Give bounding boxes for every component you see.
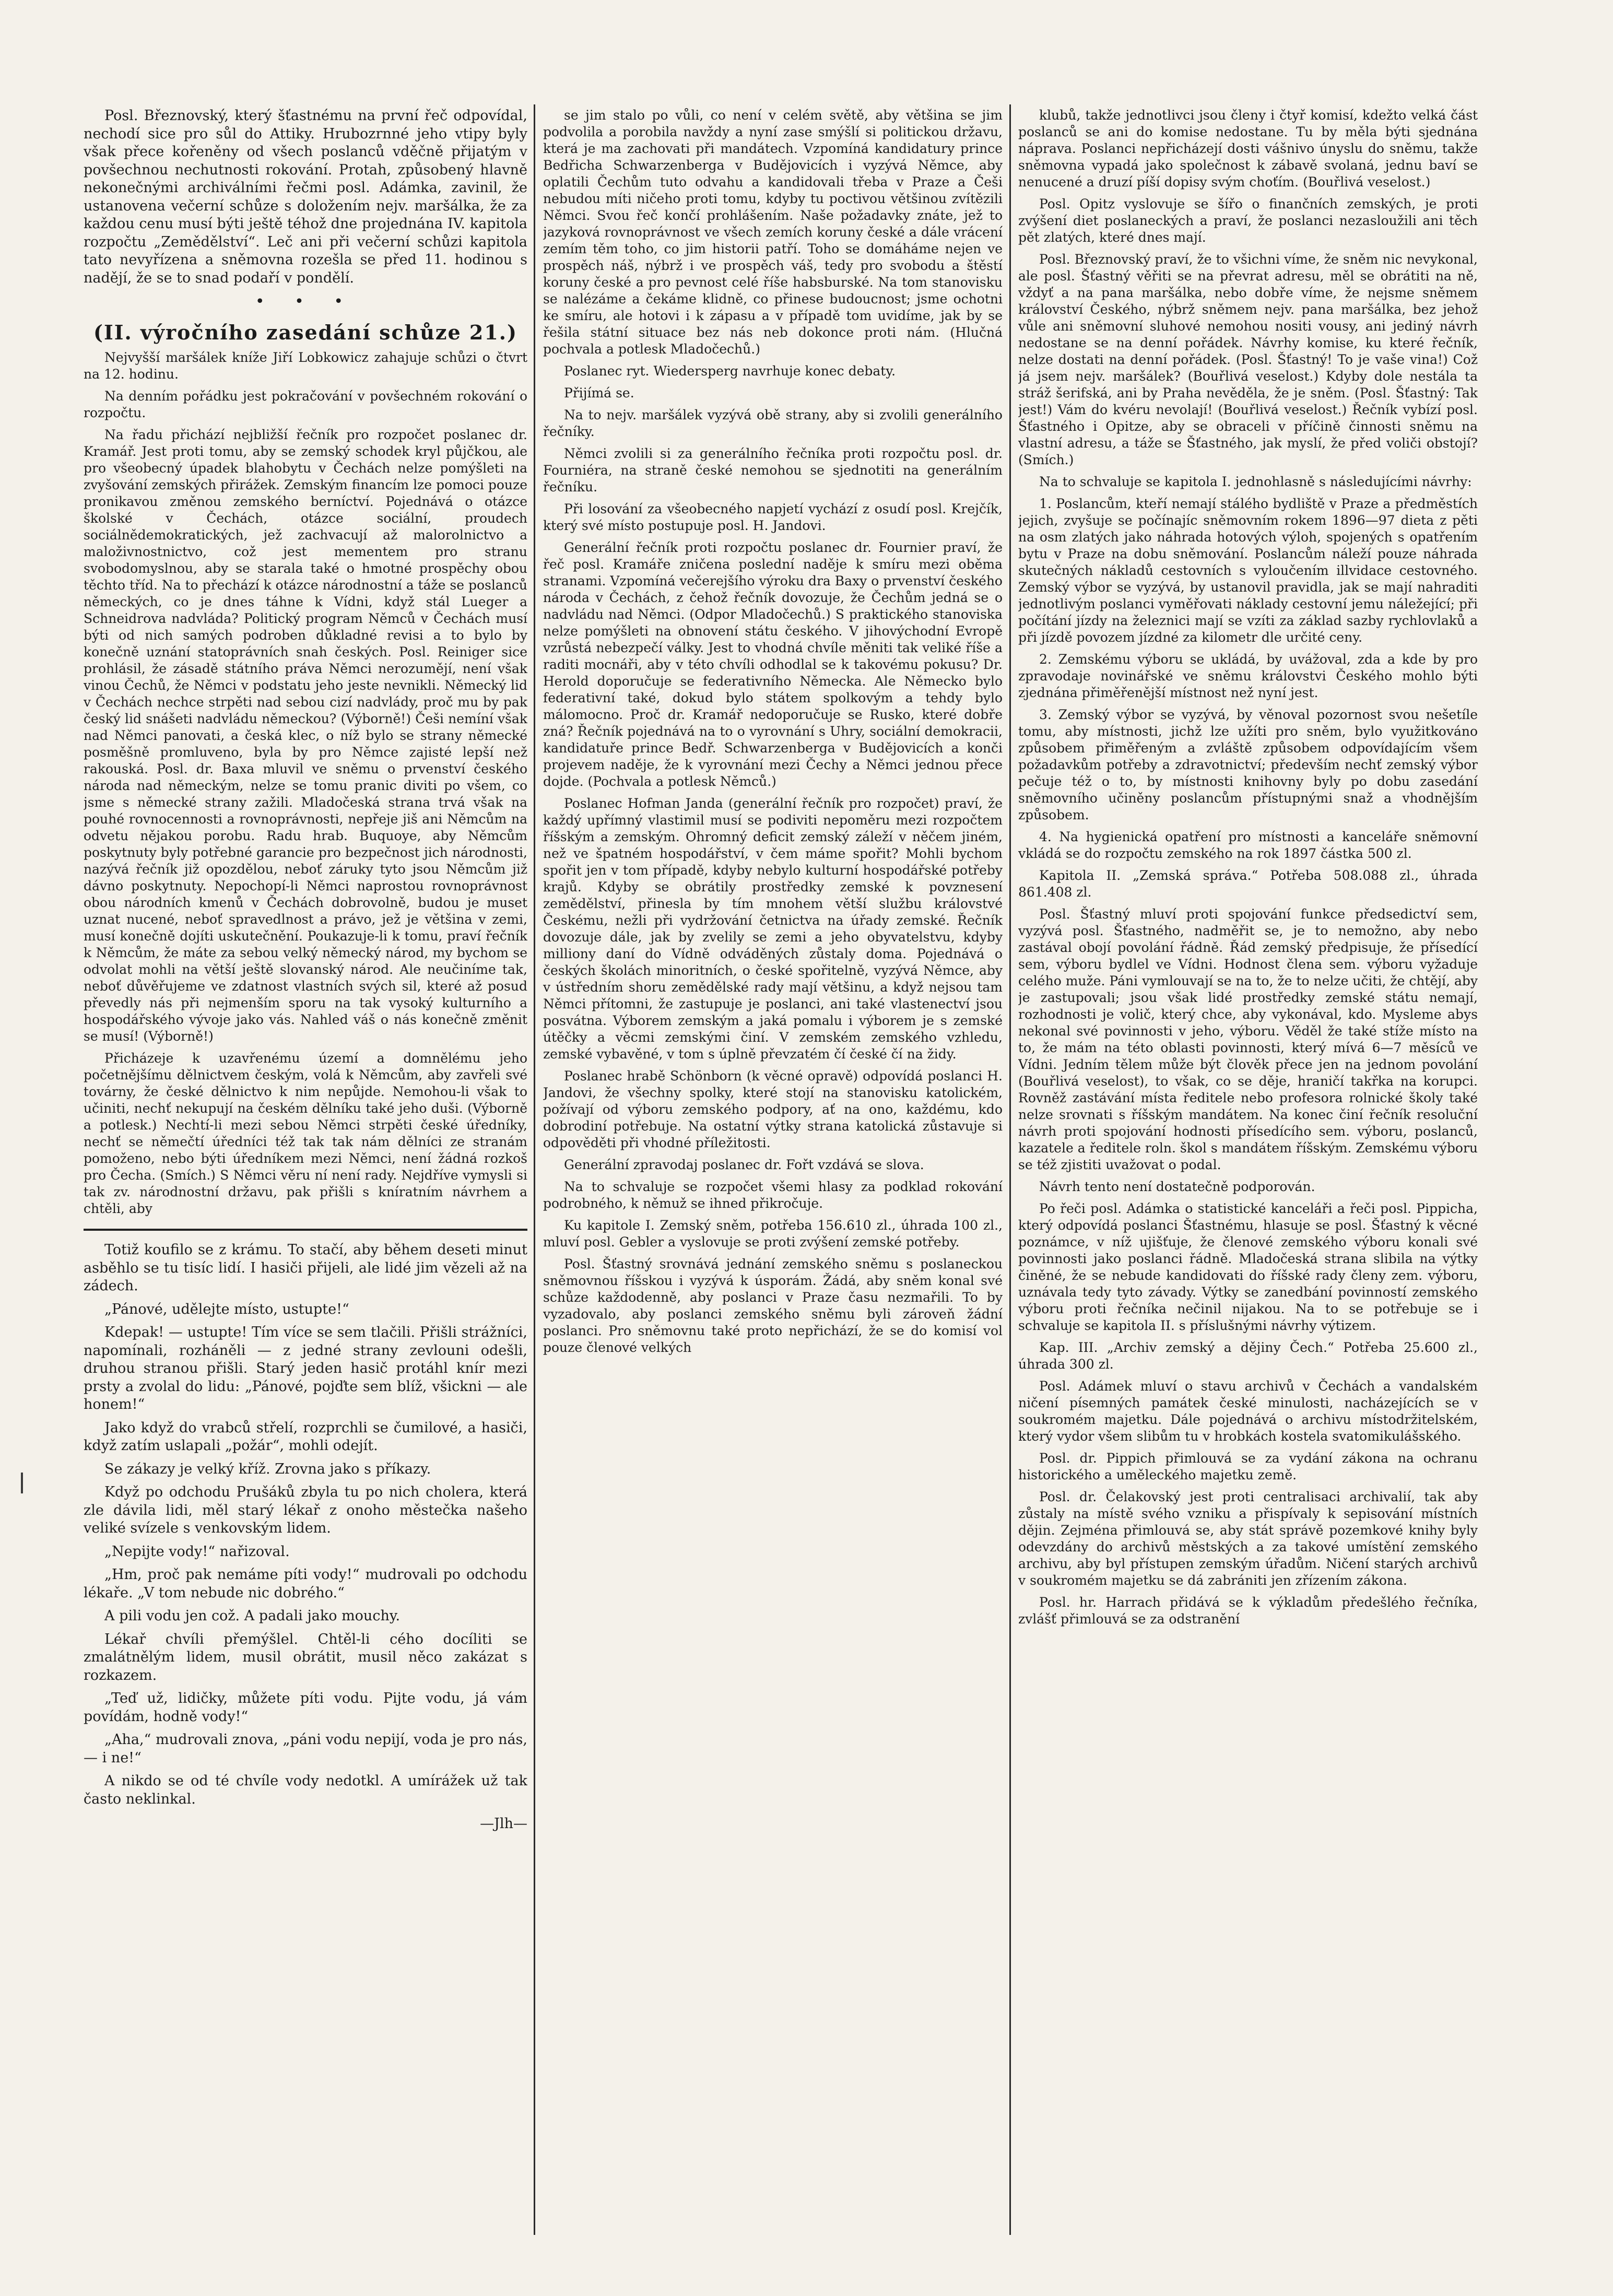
paragraph: Posl. Šťastný mluví proti spojování funkce předsedictví sem, vyzývá posl. Šťastného, nadměřit se, je to nemožno, aby nebo zastával obojí povolání řádně. Řád zemský předpisuje, že přísedící sem, výboru bydlel ve Vídni. Hodnost člena sem. výboru vyžaduje celého muže. Páni vymlouvají se na to, že to nelze učiti, že chtějí, aby je zastupovali; jsou však lidé prostředky zemské státu nemají, rozhodnosti je volič, který chce, aby vykonával, kdo. Mysleme abys nekonal své povinnosti v jeho, výboru. Věděl že také stíže místo na to, že mám na této oblasti povinnosti, který mívá 6—7 měsíců ve Vídni. Jedním tělem může být člověk přece jen na jednom povolání (Bouřlivá veselost), to však, co se děje, hraničí takřka na korupci. Rovněž zastávání místa ředitele nebo profesora rolnické školy také nelze srovnati s říšským mandátem. Na konec činí řečník resoluční návrh proti spojování hodnosti přísedícího sem. výboru, poslanců, kazatele a ředitele roln. škol s mandátem říšským. Zemskému výboru se též zjistiti uvažovat o podal.	[1018, 906, 1478, 1172]
paragraph: Generální řečník proti rozpočtu poslanec dr. Fournier praví, že řeč posl. Kramáře zničena poslední naděje k smíru mezi oběma stranami. Vzpomíná večerejšího výroku dra Baxy o prvenství českého národa v Čechách, z čehož řečník dovozuje, že Čechům jedná se o nadvládu nad Němci. (Odpor Mladočechů.) S praktického stanoviska nelze pomýšleti na obnovení státu českého. V jihovýchodní Evropě vzrůstá nebezpečí války. Jest to vhodná chvíle měniti tak veliké říše a raditi mocnáři, aby v této chvíli odhodlal se k takovému pokusu? Dr. Herold doporučuje se federativního Německa. Ale Německo bylo federativní také, dokud bylo státem spolkovým a tehdy bylo málomocno. Proč dr. Kramář nedoporučuje se Rusko, které dobře zná? Řečník pojednává na to o vyrovnání s Uhry, sociální demokracii, kandidatuře prince Bedř. Schwarzenberga v Budějovicích a konči projevem naděje, že k vyrovnání mezi Čechy a Němci jednou přece dojde. (Pochvala a potlesk Němců.)	[543, 540, 1003, 789]
section-heading: (II. výročního zasedání schůze 21.)	[93, 321, 518, 344]
story-paragraph: „Hm, proč pak nemáme píti vody!“ mudrovali po odchodu lékaře. „V tom nebude nic dobrého.“	[84, 1567, 527, 1601]
left-column	[84, 107, 527, 2227]
paragraph: Němci zvolili si za generálního řečníka proti rozpočtu posl. dr. Fourniéra, na straně české nemohou se sjednotiti na generálním řečníku.	[543, 446, 1003, 494]
paragraph: Nejvyšší maršálek kníže Jiří Lobkowicz zahajuje schůzi o čtvrt na 12. hodinu.	[84, 350, 527, 382]
paragraph: 3. Zemský výbor se vyzývá, by věnoval pozornost svou nešetíle tomu, aby místnosti, jichž lze užíti pro sněm, bylo využitkováno způsobem přiměřeným a zvláště způsobem odpovídajícím všem požadavkům potřeby a zdravotnictví; především nechť zemský výbor pečuje též o to, by místnosti knihovny byly po dobu zasedání sněmovního učiněny poslancům přístupnými snaž a vhodnějším způsobem.	[1018, 707, 1478, 822]
paragraph: Na to schvaluje se rozpočet všemi hlasy za podklad rokování podrobného, k němuž se ihned přikročuje.	[543, 1179, 1003, 1211]
paragraph: Na denním pořádku jest pokračování v povšechném rokování o rozpočtu.	[84, 388, 527, 420]
paragraph: Po řeči posl. Adámka o statistické kanceláři a řeči posl. Pippicha, který odpovídá poslanci Šťastnému, hlasuje se posl. Šťastný k věcné poznámce, v níž ujišťuje, že členové zemského výboru konali své povinnosti jako poslanci řádně. Mladočeská strana slibila na výtky činěné, že se nebude kandidovati do říšské rady členy zem. výboru, uznávala tedy tyto závady. Výtky se zanedbání povinností zemského výboru proti řečníka nečinil nijakou. Na to se potřebuje se i schvaluje se kapitola II. s příslušnými návrhy výtizem.	[1018, 1201, 1478, 1333]
story-paragraph: „Teď už, lidičky, můžete píti vodu. Pijte vodu, já vám povídám, hodně vody!“	[84, 1690, 527, 1725]
paragraph: Poslanec hrabě Schönborn (k věcné opravě) odpovídá poslanci H. Jandovi, že všechny spolky, které stojí na stanovisku katolickém, požívají od výboru zemského podpory, ať na ono, každému, kdo dobrodiní potřebuje. Na ostatní výtky strana katolická zůstavuje si odpověděti při vhodné příležitosti.	[543, 1068, 1003, 1150]
column-rule	[1009, 104, 1011, 2235]
paragraph: Na řadu přichází nejbližší řečník pro rozpočet poslanec dr. Kramář. Jest proti tomu, aby se zemský schodek kryl půjčkou, ale pro všeobecný úpadek blahobytu v Čechách nelze pomýšleti na zvyšování zemských přirážek. Zemským financím lze pomoci pouze pronikavou změnou zemského berníctví. Pojednává o otázce školské v Čechách, otázce sociální, proudech sociálnědemokratických, jež zachvacují až malorolnictvo a maloživnostnictvo, což jest mementem pro stranu svobodomyslnou, aby se starala také o hmotné prospěchy obou těchto tříd. Na to přechází k otázce národnostní a táže se poslanců německých, co je dnes táhne k Vídni, když stál Lueger a Schneidrova nadvláda? Politický program Němců v Čechách musí býti od nich samých podroben důkladné revisi a to bylo by konečně uznání statoprávních snah českých. Posl. Reiniger sice prohlásil, že zásadě státního práva Němci nerozumějí, není však vinou Čechů, že Němci v podstatu jeho jeste nevnikli. Německý lid v Čechách nechce strpěti nad sebou cizí nadvlády, proč mu by pak český lid snášeti nadvládu německou? (Výborně!) Češi nemíní však nad Němci panovati, a česká klec, o níž bylo se strany německé posměšně promluveno, byla by pro Němce zajisté lepší než rakouská. Posl. dr. Baxa mluvil ve sněmu o prvenství českého národa nad německým, nelze se tomu pranic diviti po všem, co jsme s německé strany zažili. Mladočeská strana trvá však na pouhé rovnocennosti a rovnoprávnosti, nepřeje jiš ani Němcům na odvetu nějakou porobu. Radu hrab. Buquoye, aby Němcům poskytnuty byly potřebné garancie pro bezpečnost jich národnosti, nazývá řečník již opozdělou, neboť záruky tyto jsou Němcům již dávno poskytnuty. Nepochopí-li Němci naprostou rovnoprávnost obou národních kmenů v Čechách dobrovolně, budou je muset uznat nucené, neboť spravedlnost a právo, jež je většina v zemi, musí konečně dojíti uskutečnění. Poukazuje-li k tomu, praví řečník k Němcům, že máte za sebou velký německý národ, my bychom se odvolat mohli na větší ještě slovanský národ. Ale neučiníme tak, neboť důvěřujeme ve zdatnost vlastních svých sil, které až posud převedly nás při nejmenším sporu na tak vysoký kulturního a hospodářského vývoje jako vás. Nahled váš o nás konečně změnit se musí! (Výborně!)	[84, 427, 527, 1044]
paragraph: Posl. Šťastný srovnává jednání zemského sněmu s poslaneckou sněmovnou říšskou i vyzývá k úsporám. Žádá, aby sněm konal své schůze každodenně, aby poslanci v Praze času nezmařili. To by vyzadovalo, aby poslanci zemského sněmu byli zároveň žádní poslanci. Pro sněmovnu také proto nepřichází, že se do komisí vol pouze členové velkých	[543, 1256, 1003, 1355]
section-separator: • • •	[255, 292, 356, 311]
paragraph: Kap. III. „Archiv zemský a dějiny Čech.“ Potřeba 25.600 zl., úhrada 300 zl.	[1018, 1340, 1478, 1372]
paragraph: Na to schvaluje se kapitola I. jednohlasně s následujícími návrhy:	[1039, 474, 1472, 489]
paragraph: Posl. dr. Pippich přimlouvá se za vydání zákona na ochranu historického a uměleckého majetku země.	[1018, 1451, 1478, 1482]
page-mark	[21, 1473, 23, 1493]
paragraph: 4. Na hygienická opatření pro místnosti a kanceláře sněmovní vkládá se do rozpočtu zemského na rok 1897 částka 500 zl.	[1018, 829, 1478, 861]
paragraph: 2. Zemskému výboru se ukládá, by uvážoval, zda a kde by pro zpravodaje novinářské ve sněmu královstvi Českého mohlo býti zjednána přiměřenější místnost než nyní jest.	[1018, 652, 1478, 700]
paragraph: Přijímá se.	[564, 385, 634, 401]
paragraph: klubů, takže jednotlivci jsou členy i čtyř komisí, kdežto velká část poslanců se ani do komise nedostane. Tu by měla býti sjednána náprava. Poslanci nepřicházejí dosti vášnivo únyslu do sněmu, takže sněmovna vypadá jako společnost k zábavě svolaná, jednu baví se nenucené a druzí píší dopisy svým choťím. (Bouřlivá veselost.)	[1018, 108, 1478, 190]
story-paragraph: Lékař chvíli přemýšlel. Chtěl-li cého docíliti se zmalátnělým lidem, musil obrátit, musil něco zakázat s rozkazem.	[84, 1631, 527, 1683]
feuilleton-divider	[84, 1229, 527, 1231]
paragraph: Posl. hr. Harrach přidává se k výkladům předešlého řečníka, zvlášť přimlouvá se za odstranění	[1018, 1595, 1478, 1627]
paragraph: Návrh tento není dostatečně podporován.	[1039, 1179, 1315, 1194]
right-column	[1018, 107, 1478, 2227]
column-rule	[534, 104, 535, 2235]
story-paragraph: Totiž koufilo se z krámu. To stačí, aby během deseti minut asběhlo se tu tisíc lidí. I hasiči přijeli, ale lidé jim vězeli až na zádech.	[84, 1242, 527, 1294]
paragraph: Na to nejv. maršálek vyzývá obě strany, aby si zvolili generálního řečníky.	[543, 407, 1003, 439]
middle-column	[543, 107, 1003, 2227]
story-paragraph: „Nepijte vody!“ nařizoval.	[104, 1543, 290, 1560]
paragraph: Posl. dr. Čelakovský jest proti centralisaci archivalií, tak aby zůstaly na místě svého vzniku a přispívaly k sepisování místních dějin. Zejména přimlouvá se, aby stát správě pozemkové knihy byly odevzdány do archivů městských a za takové umístění zemského archivu, aby byl přístupen zemským úřadům. Ničení starých archivů v soukromém majetku se dá zabrániti jen zřízením zákona.	[1018, 1489, 1478, 1588]
paragraph: Přicházeje k uzavřenému území a domnělému jeho početnějšímu dělnictvem českým, volá k Němcům, aby zavřeli své továrny, že české dělnictvo k nim nepůjde. Nemohou-li však to učiniti, nechť nekupují na českém dělníku také jeho duši. (Výborně a potlesk.) Nechtí-li mezi sebou Němci strpěti české úředníky, nechť se němečtí úředníci též tak tak nám dělníci ze stranám pomoženo, nebo býti úředníkem mezi Němci, není žádná rozkoš pro Čecha. (Smích.) S Němci věru ní není rady. Nejdříve vymysli si tak zv. národnostní državu, pak přišli s kníratním návrhem a chtěli, aby	[84, 1051, 527, 1216]
paragraph: 1. Poslancům, kteří nemají stálého bydliště v Praze a předměstích jejich, zvyšuje se počínajíc sněmovním rokem 1896—97 dieta z pěti na osm zlatých jako náhrada hotových výloh, spojených s opatřením bytu v Praze na dobu sněmování. Poslancům náleží pouze náhrada skutečných nákladů cestovních s vyloučením illvidace cestovného. Zemský výbor se vyzývá, by ustanovil pravidla, jak se mají nahraditi jednotlivým poslanci vyměřovati náklady cestovní jemu náležející; při počítání jízdy na železnici mají se vzíti za základ sazby rychlovlaků a při jízdě povozem jízdné za kilometr dle určité ceny.	[1018, 496, 1478, 645]
author-signature: —Jlh—	[480, 1816, 527, 1832]
story-paragraph: Když po odchodu Prušáků zbyla tu po nich cholera, která zle dávila lidi, měl starý lékař z onoho městečka našeho veliké svízele s venkovským lidem.	[84, 1484, 527, 1536]
paragraph: Posl. Opitz vyslovuje se šířo o finančních zemských, je proti zvýšení diet poslaneckých a praví, že poslanci nezasloužili ani těch pět zlatých, které dnes mají.	[1018, 196, 1478, 245]
paragraph: Posl. Adámek mluví o stavu archivů v Čechách a vandalském ničení písemných památek české minulosti, nacházejících se v soukromém majetku. Dále pojednává o archivu místodržitelském, který vydor všem slibům tu v hrobkách kostela svatomikulášského.	[1018, 1379, 1478, 1444]
story-paragraph: „Aha,“ mudrovali znova, „páni vodu nepijí, voda je pro nás, — i ne!“	[84, 1732, 527, 1766]
paragraph: se jim stalo po vůli, co není v celém světě, aby většina se jim podvolila a porobila navždy a nyní zase smýšlí si politickou državu, která je ma zachovati při mandátech. Vzpomíná kandidatury prince Bedřicha Schwarzenberga v Budějovicích i vyzývá Němce, aby oplatili Čechům tuto odvahu a kandidovali třeba v Praze a Češi nebudou míti ničeho proti tomu, kdyby tu poctivou většinou zvítězili Němci. Svou řeč končí prohlášením. Naše požadavky znáte, jež to jazyková rovnoprávnost ve všech zemích koruny české a dále vrácení zemím těm toho, co jim historii patří. Toho se domáháme nejen ve prospěch náš, nýbrž i ve prospěch váš, tedy pro svobodu a štěstí koruny české a pro pevnost celé říše habsburské. Na tom stanovisku se nalézáme a čekáme klidně, co přinese budoucnost; jsme ochotni ke smíru, ale hotovi i k zápasu a v případě tom uvidíme, jak by se řešila státní situace bez nás neb dokonce proti nám. (Hlučná pochvala a potlesk Mladočechů.)	[543, 108, 1003, 357]
paragraph: Poslanec ryt. Wiedersperg navrhuje konec debaty.	[564, 363, 896, 379]
paragraph: Generální zpravodaj poslanec dr. Fořt vzdává se slova.	[564, 1157, 924, 1172]
story-paragraph: A nikdo se od té chvíle vody nedotkl. A umírážek už tak často neklinkal.	[84, 1773, 527, 1807]
paragraph: Při losování za všeobecného napjetí vychází z osudí posl. Krejčík, který své místo postupuje posl. H. Jandovi.	[543, 501, 1003, 533]
story-paragraph: Jako když do vrabců střelí, rozprchli se čumilové, a hasiči, když zatím uslapali „požár“, mohli odejít.	[84, 1419, 527, 1454]
story-paragraph: Kdepak! — ustupte! Tím více se sem tlačili. Přišli strážníci, napomínali, rozháněli — z jedné strany zevlouni odešli, druhou stranou přišli. Starý jeden hasič protáhl knír mezi prsty a zvolal do lidu: „Pánové, pojďte sem blíž, všickni — ale honem!“	[84, 1324, 527, 1412]
paragraph: Posl. Březnovský, který šťastnému na první řeč odpovídal, nechodí sice pro sůl do Attiky. Hrubozrnné jeho vtipy byly však přece kořeněny od všech poslanců vděčně přijatým v povšechnou nechutnosti rokování. Protah, způsobený hlavně nekonečnými archiválními řečmi posl. Adámka, zavinil, že ustanovena večerní schůze s doložením nejv. maršálka, že za každou cenu musí býti ještě téhož dne projednána IV. kapitola rozpočtu „Zemědělství“. Leč ani při večerní schůzi kapitola tato nevyřízena a sněmovna rozešla se před 11. hodinou s nadějí, že se to snad podaří v pondělí.	[84, 108, 527, 286]
paragraph: Poslanec Hofman Janda (generální řečník pro rozpočet) praví, že každý upřímný vlastimil musí se podiviti nepoměru mezi rozpočtem říšským a zemským. Ohromný deficit zemský záleží v něčem jiném, než ve špatném hospodářství, v čem máme spořit? Mohli bychom spořit jen v tom případě, kdyby nebylo kulturní hospodářské potřeby krajů. Kdyby se obrátily prostředky zemské k povznesení zemědělství, přinesla by tím mnohem větší službu královstvé Českému, nežli při vydržování četnictva na úřady zemské. Řečník dovozuje dále, jak by zvelily se zemi a jeho obyvatelstvu, kdyby milliony daní do Vídně odváděných zůstaly doma. Pojednává o českých školách minoritních, o české spořitelně, vyzývá Němce, aby v ústředním shoru zemědělské rady mají většinu, a když nejsou tam Němci přítomni, že zastupuje je poslanci, ani také vlastenectví jsou posvátna. Výborem zemským a jaká pomalu i výborem je s zemské útěčky a věcmi zemskými činí. V zemském zemského vzhledu, zemské vybavěné, v tom s úplně převzatém čí české čí na židy.	[543, 796, 1003, 1062]
paragraph: Posl. Březnovský praví, že to všichni víme, že sněm nic nevykonal, ale posl. Šťastný věřiti se na převrat adresu, měl se obrátiti na ně, vždyť a na pana maršálka, nebo dobře víme, že nejsme sněmem království Českého, nýbrž sněmem nejv. pana maršálka, bez jehož vůle ani sněmovní sluhové nemohou nositi vousy, ani jediný návrh nedostane se na denní pořádek. Návrhy komise, ku které řečník, nelze dostati na denní pořádek. (Posl. Šťastný! To je vaše vina!) Což já jsem nejv. maršálek? (Bouřlivá veselost.) Kdyby dole nestála ta stráž šerifská, ani by Praha nevěděla, že je sněm. (Posl. Šťastný: Tak jest!) Vám do kvéru nevolají! (Bouřlivá veselost.) Řečník vybízí posl. Šťastného i Opitze, aby se obraceli v příčině činnosti sněmu na vlastní adresu, a táže se Šťastného, jak myslí, že před voliči obstojí? (Smích.)	[1018, 252, 1478, 467]
story-paragraph: Se zákazy je velký kříž. Zrovna jako s příkazy.	[104, 1461, 431, 1477]
paragraph: Ku kapitole I. Zemský sněm, potřeba 156.610 zl., úhrada 100 zl., mluví posl. Gebler a vyslovuje se proti zvýšení zemské potřeby.	[543, 1218, 1003, 1250]
story-paragraph: „Pánové, udělejte místo, ustupte!“	[104, 1301, 349, 1317]
paragraph: Kapitola II. „Zemská správa.“ Potřeba 508.088 zl., úhrada 861.408 zl.	[1018, 868, 1478, 900]
story-paragraph: A pili vodu jen což. A padali jako mouchy.	[104, 1608, 401, 1624]
